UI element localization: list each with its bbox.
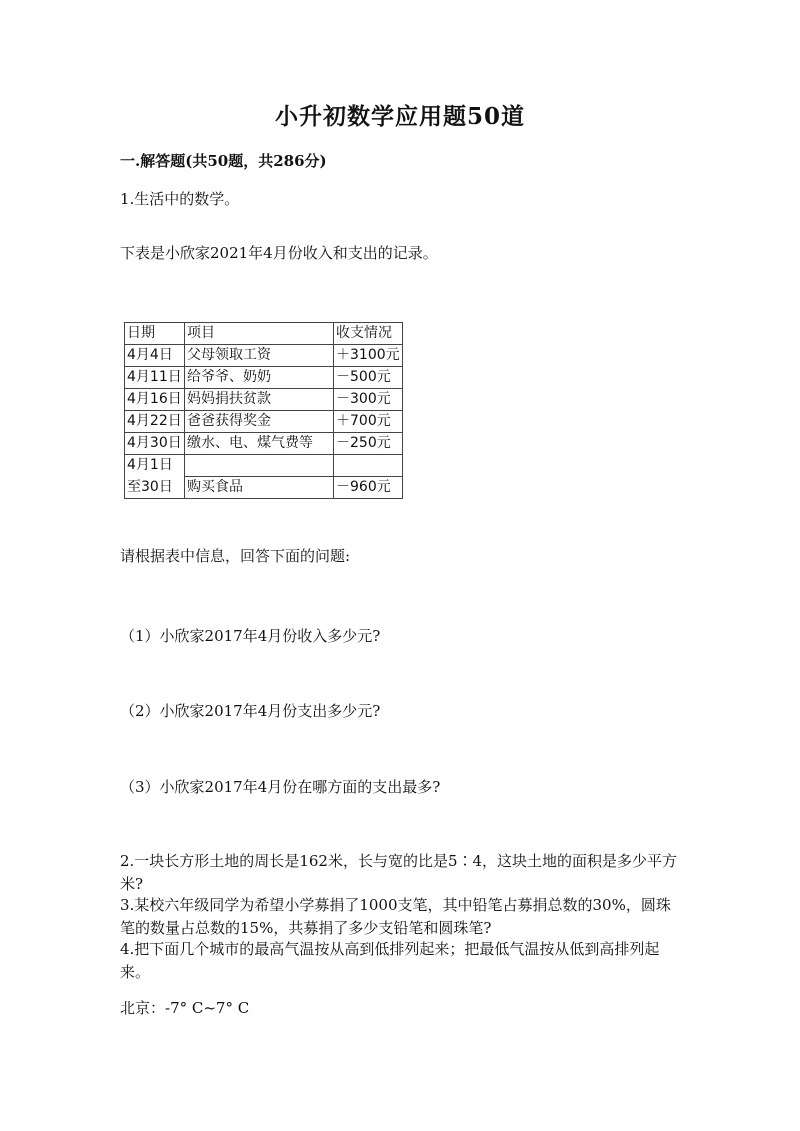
- question-4: 4.把下面几个城市的最高气温按从高到低排列起来；把最低气温按从低到高排列起来。: [120, 940, 660, 981]
- table-row: [125, 345, 403, 367]
- row-date: 4月1日: [125, 455, 185, 477]
- section-heading: 一.解答题(共50题，共286分): [120, 152, 327, 170]
- row-item: 缴水、电、煤气费等: [185, 433, 334, 455]
- row-item: 爸爸获得奖金: [185, 411, 334, 433]
- row-date: 4月4日: [125, 345, 185, 367]
- row-amount: ＋700元: [334, 411, 403, 433]
- row-item: 父母领取工资: [185, 345, 334, 367]
- header-item: 项目: [185, 323, 334, 345]
- table-row: [125, 455, 403, 477]
- sub-question-1: （1）小欣家2017年4月份收入多少元?: [120, 627, 381, 645]
- row-item: 购买食品: [185, 477, 334, 499]
- question-2: 2.一块长方形土地的周长是162米，长与宽的比是5∶4，这块土地的面积是多少平方米?: [120, 852, 678, 893]
- sub-question-2: （2）小欣家2017年4月份支出多少元?: [120, 702, 381, 720]
- question-4-data: 北京：-7° C~7° C: [120, 999, 250, 1017]
- question-1-intro: 下表是小欣家2021年4月份收入和支出的记录。: [120, 244, 438, 262]
- table-row: [125, 367, 403, 389]
- question-1-heading: 1.生活中的数学。: [120, 190, 240, 208]
- row-date: 4月30日: [125, 433, 185, 455]
- row-date: 4月11日: [125, 367, 185, 389]
- row-amount: －500元: [334, 367, 403, 389]
- table-row: [125, 477, 403, 499]
- question-1-prompt: 请根据表中信息，回答下面的问题:: [120, 547, 351, 565]
- row-amount: －250元: [334, 433, 403, 455]
- table-row: [125, 389, 403, 411]
- income-expense-table: [124, 322, 403, 499]
- row-date: 至30日: [125, 477, 185, 499]
- row-date: 4月22日: [125, 411, 185, 433]
- document-title: 小升初数学应用题50道: [274, 103, 525, 130]
- table-header-row: [125, 323, 403, 345]
- question-3: 3.某校六年级同学为希望小学募捐了1000支笔，其中铅笔占募捐总数的30%，圆珠笔的数量占总数的15%，共募捐了多少支铅笔和圆珠笔?: [120, 896, 671, 937]
- row-item: 妈妈捐扶贫款: [185, 389, 334, 411]
- row-item-empty: [185, 455, 334, 477]
- row-amount: －960元: [334, 477, 403, 499]
- row-date: 4月16日: [125, 389, 185, 411]
- row-item: 给爷爷、奶奶: [185, 367, 334, 389]
- table-row: [125, 433, 403, 455]
- header-date: 日期: [125, 323, 185, 345]
- sub-question-3: （3）小欣家2017年4月份在哪方面的支出最多?: [120, 778, 441, 796]
- row-amount: －300元: [334, 389, 403, 411]
- table-row: [125, 411, 403, 433]
- row-amount-empty: [334, 455, 403, 477]
- row-amount: ＋3100元: [334, 345, 403, 367]
- header-amount: 收支情况: [334, 323, 403, 345]
